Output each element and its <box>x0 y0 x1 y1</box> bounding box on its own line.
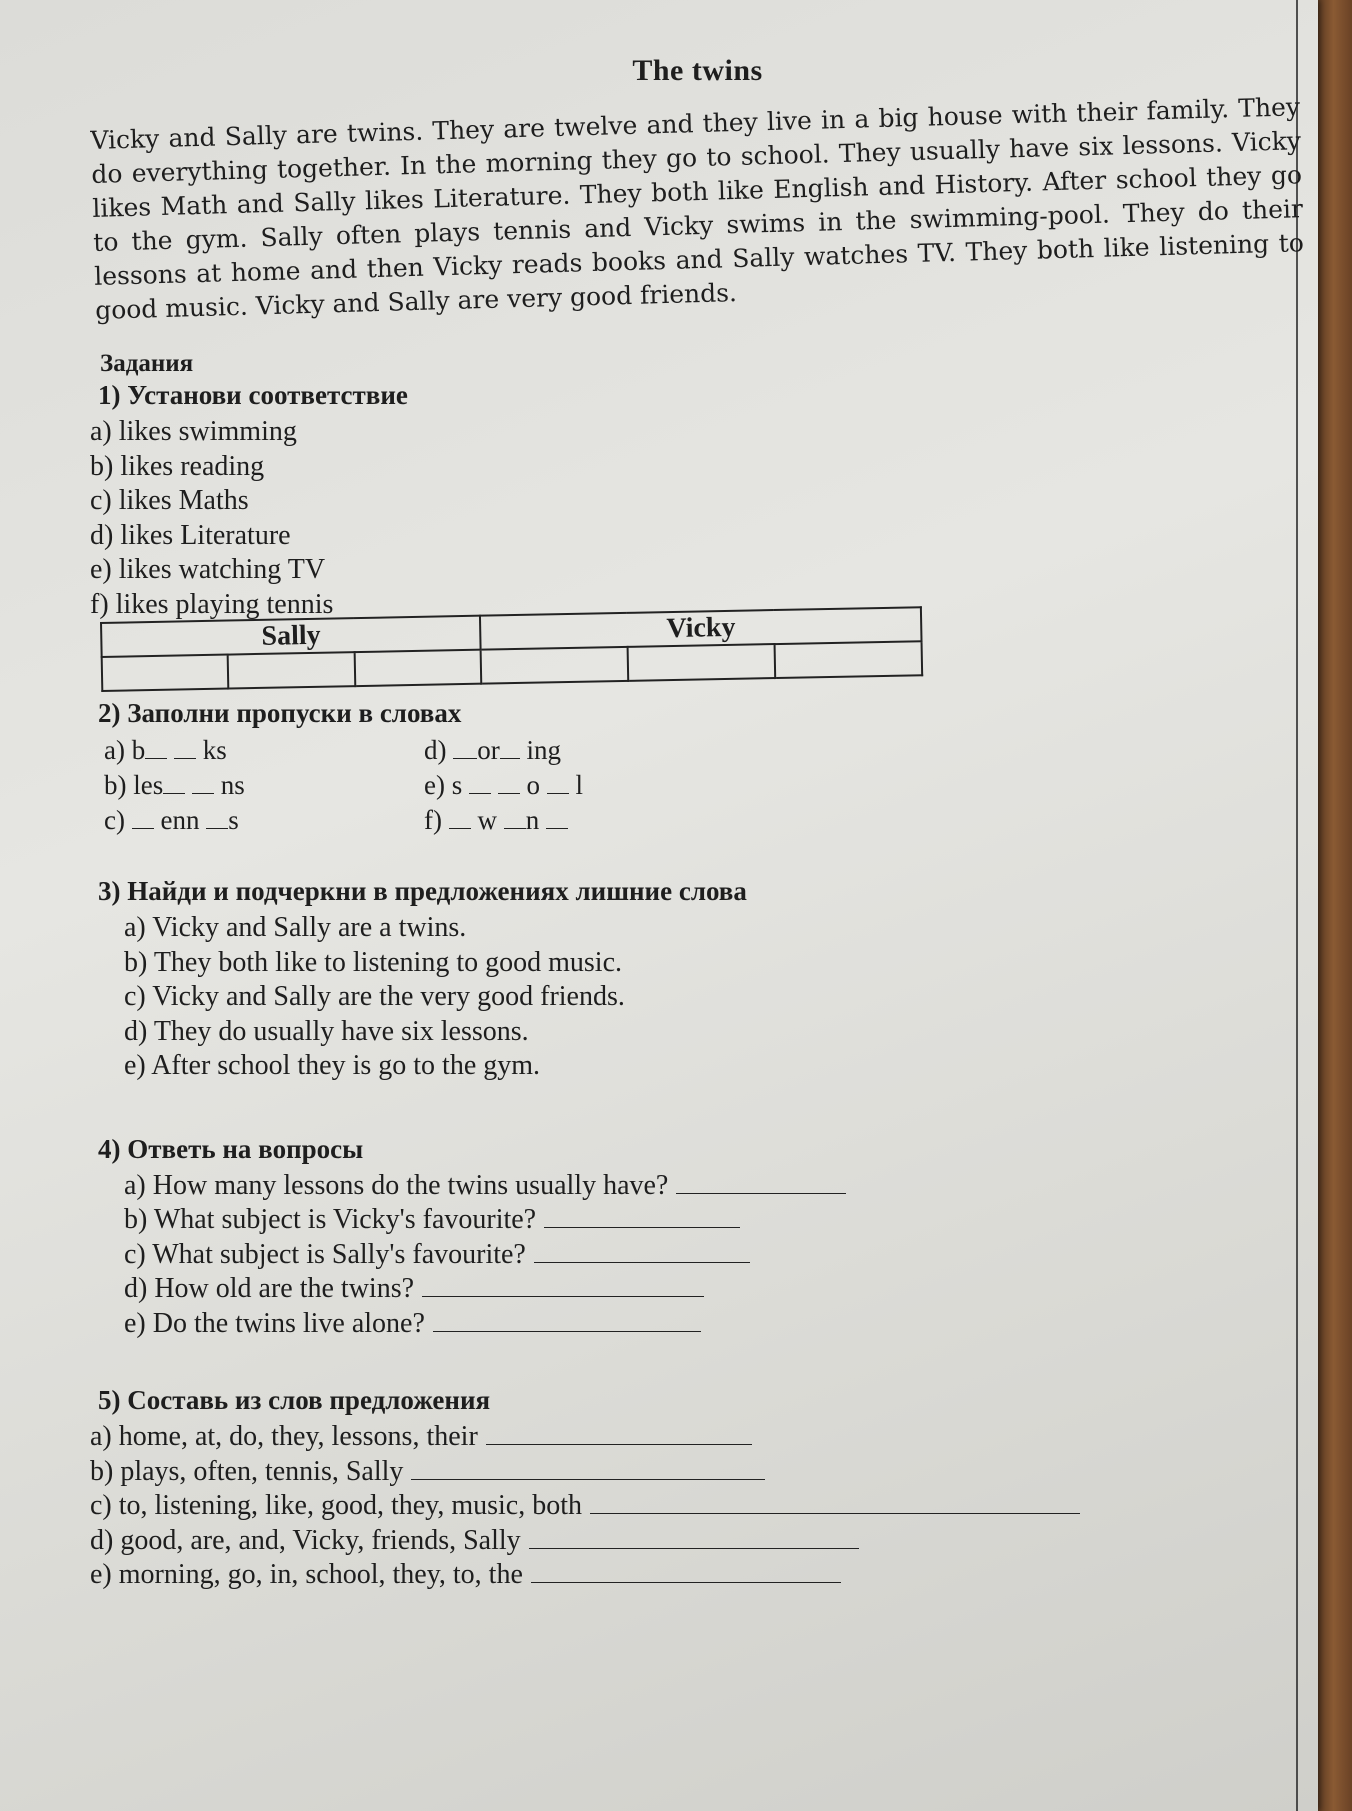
gap-item: f) w n <box>424 803 744 838</box>
gap-item: e) s o l <box>424 770 583 800</box>
list-item: d) likes Literature <box>90 519 291 551</box>
question-item: d) How old are the twins? <box>124 1272 1305 1307</box>
matching-table <box>100 606 923 692</box>
list-item: f) likes playing tennis <box>90 588 334 620</box>
table-header-sally: Sally <box>101 616 481 657</box>
blank[interactable] <box>453 757 477 759</box>
blank[interactable] <box>206 827 228 829</box>
answer-cell[interactable] <box>628 644 775 681</box>
answer-line[interactable] <box>534 1242 750 1263</box>
sentence-item: a) Vicky and Sally are a twins. <box>124 912 467 943</box>
gap-item: a) b ks <box>104 735 227 765</box>
worksheet-title: The twins <box>632 54 763 87</box>
word-list-item: b) plays, often, tennis, Sally <box>90 1455 1305 1490</box>
answer-cell[interactable] <box>481 647 628 684</box>
answer-cell[interactable] <box>102 655 229 691</box>
answer-line[interactable] <box>433 1311 701 1332</box>
answer-line[interactable] <box>544 1207 740 1228</box>
section-title: 3) Найди и подчеркни в предложениях лишние слова <box>98 876 747 906</box>
word-list-item: e) morning, go, in, school, they, to, the <box>90 1558 1305 1593</box>
blank[interactable] <box>504 827 526 829</box>
answer-cell[interactable] <box>355 650 482 686</box>
sentence-item: d) They do usually have six lessons. <box>124 1015 529 1047</box>
question-item: b) What subject is Vicky's favourite? <box>124 1203 1305 1238</box>
blank[interactable] <box>498 792 520 794</box>
section-fill-gaps <box>90 698 1305 838</box>
gap-item: c) enn s <box>104 805 239 835</box>
answer-line[interactable] <box>422 1276 704 1297</box>
section-title: 5) Составь из слов предложения <box>98 1385 491 1415</box>
blank[interactable] <box>449 827 471 829</box>
blank[interactable] <box>132 827 154 829</box>
worksheet-content <box>90 54 1305 1593</box>
question-item: c) What subject is Sally's favourite? <box>124 1238 1305 1273</box>
answer-line[interactable] <box>676 1173 846 1194</box>
reading-passage: Vicky and Sally are twins. They are twelve and they live in a big house with their family. They do everything together. In the morning they go to school. They usually have six lessons. Vicky likes Math and Sally likes Literature. They both like English and History. After school they go to the gym. Sally often plays tennis and Vicky swims in the swimming-pool. They do their lessons at home and then Vicky reads books and Sally watches TV. They both like listening to good music. Vicky and Sally are very good friends. <box>90 92 1305 325</box>
sentence-item: c) Vicky and Sally are the very good friends. <box>124 981 625 1012</box>
section-title: 1) Установи соответствие <box>98 380 408 410</box>
blank[interactable] <box>546 827 568 829</box>
blank[interactable] <box>145 757 167 759</box>
blank[interactable] <box>500 757 520 759</box>
blank[interactable] <box>547 792 569 794</box>
blank[interactable] <box>469 792 491 794</box>
table-header-vicky: Vicky <box>480 607 921 649</box>
question-item: a) How many lessons do the twins usually have? <box>124 1169 1305 1204</box>
blank[interactable] <box>174 757 196 759</box>
section-make-sentences <box>90 1385 1305 1593</box>
blank[interactable] <box>163 792 185 794</box>
answer-line[interactable] <box>411 1459 765 1480</box>
section-matching <box>90 380 1305 692</box>
section-title: 4) Ответь на вопросы <box>98 1133 364 1164</box>
sentence-item: e) After school they is go to the gym. <box>124 1050 541 1081</box>
answer-cell[interactable] <box>228 652 355 688</box>
section-questions <box>90 1134 1305 1342</box>
list-item: e) likes watching TV <box>90 554 326 585</box>
answer-line[interactable] <box>486 1424 752 1445</box>
gap-item: b) les ns <box>104 770 245 800</box>
answer-cell[interactable] <box>775 641 923 678</box>
answer-line[interactable] <box>531 1562 841 1583</box>
section-title: 2) Заполни пропуски в словах <box>98 698 462 728</box>
section-extra-words <box>90 876 1305 1084</box>
sentence-item: b) They both like to listening to good music. <box>124 946 622 978</box>
word-list-item: a) home, at, do, they, lessons, their <box>90 1420 1305 1455</box>
word-list-item: c) to, listening, like, good, they, music, both <box>90 1489 1305 1524</box>
answer-line[interactable] <box>529 1528 859 1549</box>
answer-line[interactable] <box>590 1493 1080 1514</box>
list-item: c) likes Maths <box>90 485 249 516</box>
tasks-heading: Задания <box>100 350 194 377</box>
list-item: a) likes swimming <box>90 416 297 447</box>
gap-item: d) or ing <box>424 735 562 765</box>
gaps-grid <box>104 733 1305 838</box>
word-list-item: d) good, are, and, Vicky, friends, Sally <box>90 1524 1305 1559</box>
list-item: b) likes reading <box>90 450 265 482</box>
question-item: e) Do the twins live alone? <box>124 1307 1305 1342</box>
blank[interactable] <box>192 792 214 794</box>
